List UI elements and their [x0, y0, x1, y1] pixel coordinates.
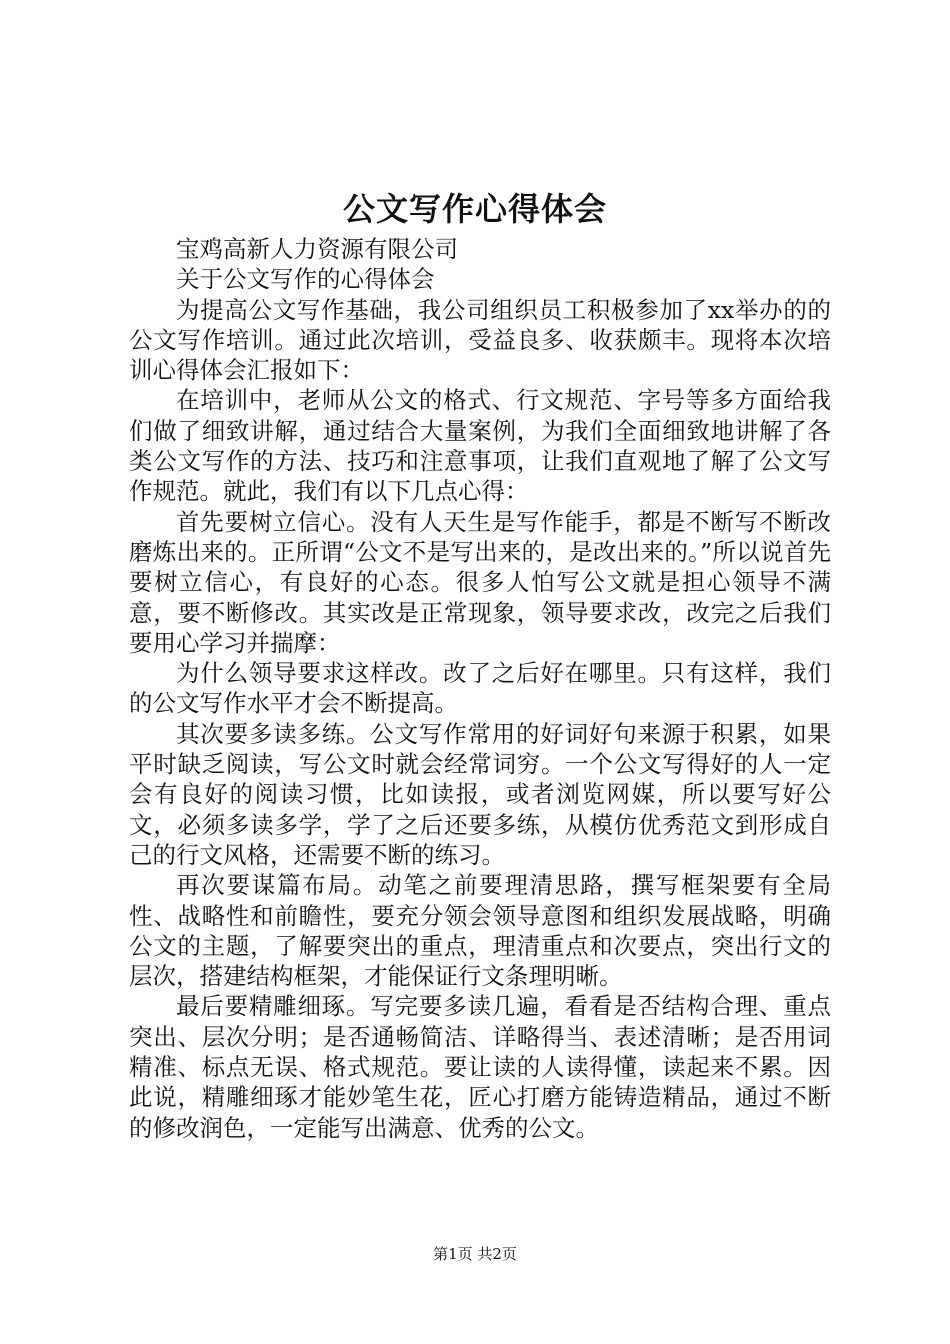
body-paragraph: 为什么领导要求这样改。改了之后好在哪里。只有这样，我们的公文写作水平才会不断提高。 [129, 659, 831, 718]
body-paragraph: 为提高公文写作基础，我公司组织员工积极参加了xx举办的的公文写作培训。通过此次培训，受益良多、收获颇丰。现将本次培训心得体会汇报如下： [129, 295, 831, 385]
document-subtitle: 关于公文写作的心得体会 [176, 265, 435, 294]
company-name: 宝鸡高新人力资源有限公司 [176, 235, 458, 263]
page-number: 第1页 共2页 [433, 1245, 517, 1263]
document-body [129, 234, 831, 1143]
document-title: 公文写作心得体会 [342, 190, 607, 228]
body-paragraph: 最后要精雕细琢。写完要多读几遍，看看是否结构合理、重点突出、层次分明；是否通畅简洁、详略得当、表述清晰；是否用词精准、标点无误、格式规范。要让读的人读得懂，读起来不累。因此说，精雕细琢才能妙笔生花，匠心打磨方能铸造精品，通过不断的修改润色，一定能写出满意、优秀的公文。 [129, 992, 831, 1142]
body-paragraph: 再次要谋篇布局。动笔之前要理清思路，撰写框架要有全局性、战略性和前瞻性，要充分领会领导意图和组织发展战略，明确公文的主题，了解要突出的重点，理清重点和次要点，突出行文的层次，搭建结构框架，才能保证行文条理明晰。 [129, 871, 831, 991]
body-paragraph: 其次要多读多练。公文写作常用的好词好句来源于积累，如果平时缺乏阅读，写公文时就会经常词穷。一个公文写得好的人一定会有良好的阅读习惯，比如读报，或者浏览网媒，所以要写好公文，必须多读多学，学了之后还要多练，从模仿优秀范文到形成自己的行文风格，还需要不断的练习。 [129, 719, 831, 869]
body-paragraph: 首先要树立信心。没有人天生是写作能手，都是不断写不断改磨炼出来的。正所谓“公文不是写出来的，是改出来的。”所以说首先要树立信心，有良好的心态。很多人怕写公文就是担心领导不满意，要不断修改。其实改是正常现象，领导要求改，改完之后我们要用心学习并揣摩： [129, 507, 831, 657]
body-paragraph: 在培训中，老师从公文的格式、行文规范、字号等多方面给我们做了细致讲解，通过结合大量案例，为我们全面细致地讲解了各类公文写作的方法、技巧和注意事项，让我们直观地了解了公文写作规范。就此，我们有以下几点心得： [129, 386, 831, 506]
